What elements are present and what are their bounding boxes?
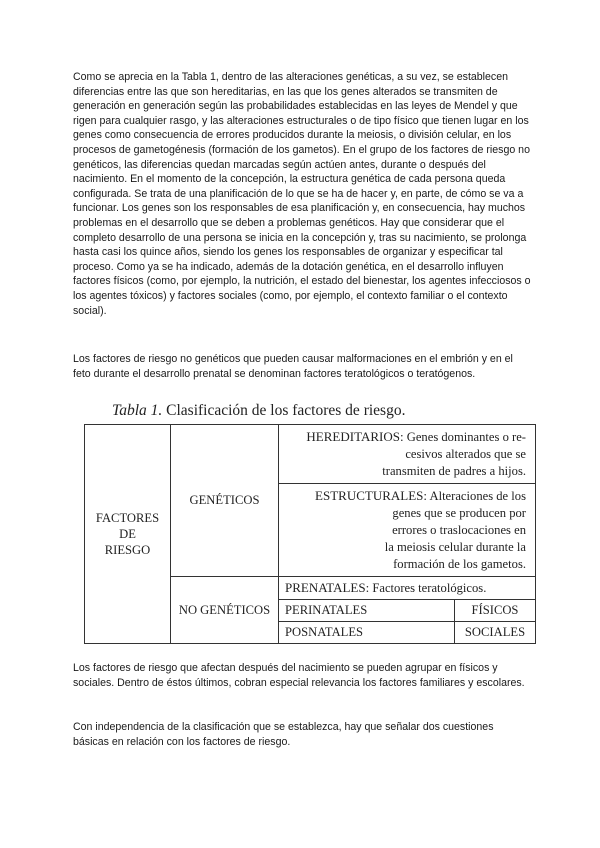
physical-cell <box>455 600 536 622</box>
perinatal-cell <box>279 600 455 622</box>
paragraph-genetic-alterations: Como se aprecia en la Tabla 1, dentro de las alteraciones genéticas, a su vez, se establecen diferencias entre las que son hereditarias, en las que los genes alterados se transmiten de generación en generación según las probabilidades establecidas en las leyes de Mendel y que rigen para cualquier rasgo, y las alteraciones estructurales o de tipo físico que tienen lugar en los genes como consecuencia de errores producidos durante la meiosis, o división celular, en los procesos de gametogénesis (formación de los gametos). En el grupo de los factores de riesgo no genéticos, las diferencias quedan marcadas según actúen antes, durante o después del nacimiento. En el momento de la concepción, la estructura genética de cada persona queda configurada. Se trata de una planificación de lo que se ha de hacer y, en parte, de cómo se va a funcionar. Los genes son los responsables de esa planificación y, en consecuencia, hay muchos problemas en el desarrollo que se deben a problemas genéticos. Hay que considerar que el completo desarrollo de una persona se inicia en la concepción y, tras su nacimiento, se prolonga hasta casi los quince años, siendo los genes los responsables de organizar y especificar tal proceso. Como ya se ha indicado, además de la dotación genética, en el desarrollo influyen factores físicos (como, por ejemplo, la nutrición, el estado del bienestar, los agentes infecciosos o los agentes tóxicos) y factores sociales (como, por ejemplo, el contexto familiar o el contexto social). <box>73 71 531 317</box>
hereditary-line-2: cesivos alterados que se <box>405 447 526 461</box>
structural-line-5: formación de los gametos. <box>393 557 526 571</box>
genetic-label: GENÉTICOS <box>189 493 260 507</box>
physical-label: FÍSICOS <box>471 603 519 617</box>
table-caption <box>112 402 405 420</box>
social-cell <box>455 622 536 644</box>
structural-line-1: Alteraciones de los <box>427 489 526 503</box>
table-caption-text: Clasificación de los factores de riesgo. <box>162 402 406 419</box>
hereditary-cell <box>279 425 536 484</box>
non-genetic-label: NO GENÉTICOS <box>178 602 271 617</box>
hereditary-label: HEREDITARIOS: <box>306 429 404 444</box>
paragraph-non-genetic-factors: Los factores de riesgo no genéticos que pueden causar malformaciones en el embrión y en el feto durante el desarrollo prenatal se denominan factores teratológicos o teratógenos. <box>73 353 513 380</box>
main-label-line-3: RIESGO <box>104 543 151 557</box>
postnatal-cell <box>279 622 455 644</box>
main-category-cell <box>85 425 171 644</box>
genetic-group-cell <box>171 425 279 577</box>
structural-line-4: la meiosis celular durante la <box>384 540 526 554</box>
structural-cell <box>279 484 536 577</box>
social-label: SOCIALES <box>464 625 526 639</box>
postnatal-label: POSNATALES <box>285 625 364 639</box>
prenatal-text: Factores teratológicos. <box>369 581 487 595</box>
prenatal-cell <box>279 577 536 600</box>
hereditary-line-1: Genes dominantes o re- <box>403 430 526 444</box>
main-label-line-2: DE <box>119 527 136 541</box>
structural-line-2: genes que se producen por <box>392 506 526 520</box>
prenatal-label: PRENATALES: <box>285 580 370 595</box>
paragraph-basic-questions: Con independencia de la clasificación que se establezca, hay que señalar dos cuestiones básicas en relación con los factores de riesgo. <box>73 721 494 748</box>
structural-label: ESTRUCTURALES: <box>315 488 428 503</box>
hereditary-line-3: transmiten de padres a hijos. <box>382 464 526 478</box>
non-genetic-group-cell <box>171 577 279 644</box>
main-label-line-1: FACTORES <box>95 511 160 525</box>
structural-line-3: errores o traslocaciones en <box>392 523 526 537</box>
risk-factors-table <box>84 424 536 644</box>
table-caption-label: Tabla 1. <box>112 402 163 419</box>
perinatal-label: PERINATALES <box>285 603 368 617</box>
paragraph-postnatal-factors: Los factores de riesgo que afectan después del nacimiento se pueden agrupar en físicos y sociales. Dentro de éstos últimos, cobran especial relevancia los factores familiares y escolares. <box>73 662 525 689</box>
